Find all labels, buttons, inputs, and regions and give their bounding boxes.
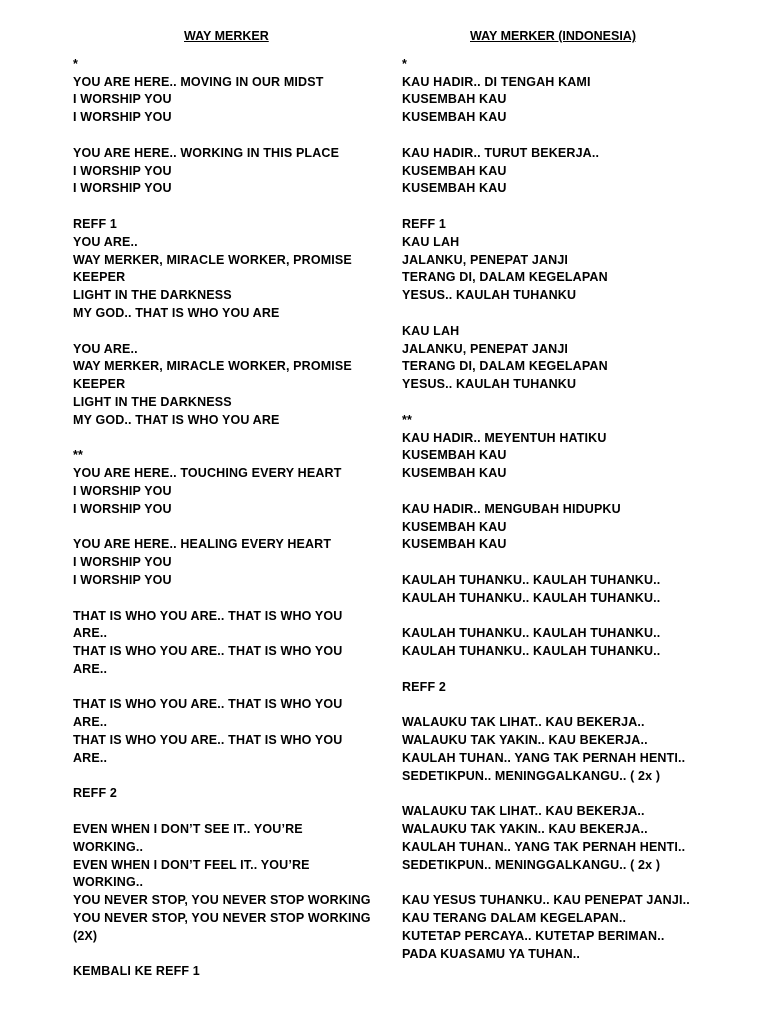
lyric-line: ARE.. xyxy=(73,626,108,641)
lyric-line xyxy=(402,394,702,412)
lyric-line: KEEPER xyxy=(73,270,126,285)
lyric-line: I WORSHIP YOU xyxy=(73,163,172,178)
lyric-line: SEDETIKPUN.. MENINGGALKANGU.. ( 2x ) xyxy=(402,857,661,872)
lyric-line: KAULAH TUHANKU.. KAULAH TUHANKU.. xyxy=(402,644,661,659)
lyric-line: YOU ARE HERE.. HEALING EVERY HEART xyxy=(73,537,332,552)
lyric-line: EVEN WHEN I DON’T SEE IT.. YOU’RE xyxy=(73,822,303,837)
lyric-line: WAY MERKER, MIRACLE WORKER, PROMISE xyxy=(73,359,352,374)
lyric-line: KUSEMBAH KAU xyxy=(402,537,507,552)
lyric-line: WALAUKU TAK YAKIN.. KAU BEKERJA.. xyxy=(402,822,648,837)
lyric-line xyxy=(73,803,381,821)
lyric-line: YOU ARE.. xyxy=(73,341,138,356)
lyric-line: (2X) xyxy=(73,928,98,943)
lyric-line: ARE.. xyxy=(73,715,108,730)
lyric-line: KAULAH TUHANKU.. KAULAH TUHANKU.. xyxy=(402,590,661,605)
lyric-line xyxy=(73,679,381,697)
lyric-line: REFF 2 xyxy=(402,679,446,694)
english-lyrics-lines xyxy=(73,56,381,981)
lyric-line xyxy=(73,323,381,341)
lyric-line xyxy=(402,198,702,216)
lyric-line: YOU NEVER STOP, YOU NEVER STOP WORKING xyxy=(73,911,371,926)
lyric-line: SEDETIKPUN.. MENINGGALKANGU.. ( 2x ) xyxy=(402,768,661,783)
lyric-line: KUSEMBAH KAU xyxy=(402,110,507,125)
lyric-line: WALAUKU TAK LIHAT.. KAU BEKERJA.. xyxy=(402,715,645,730)
lyric-line xyxy=(402,874,702,892)
lyric-line: MY GOD.. THAT IS WHO YOU ARE xyxy=(73,412,280,427)
lyric-line xyxy=(402,483,702,501)
lyric-line: KAU HADIR.. MENGUBAH HIDUPKU xyxy=(402,501,621,516)
lyric-line: ARE.. xyxy=(73,661,108,676)
lyric-line xyxy=(402,554,702,572)
lyric-line: THAT IS WHO YOU ARE.. THAT IS WHO YOU xyxy=(73,608,343,623)
lyric-line: EVEN WHEN I DON’T FEEL IT.. YOU’RE xyxy=(73,857,310,872)
lyric-line: TERANG DI, DALAM KEGELAPAN xyxy=(402,359,608,374)
lyric-line: KAU HADIR.. DI TENGAH KAMI xyxy=(402,74,591,89)
lyric-line: I WORSHIP YOU xyxy=(73,501,172,516)
lyric-line xyxy=(402,696,702,714)
lyric-line: I WORSHIP YOU xyxy=(73,572,172,587)
indonesian-lyrics-column xyxy=(402,28,702,963)
english-column-title: WAY MERKER xyxy=(184,29,269,43)
lyric-line: I WORSHIP YOU xyxy=(73,555,172,570)
lyric-line: WALAUKU TAK LIHAT.. KAU BEKERJA.. xyxy=(402,804,645,819)
lyric-line: I WORSHIP YOU xyxy=(73,181,172,196)
lyric-line: KAU YESUS TUHANKU.. KAU PENEPAT JANJI.. xyxy=(402,893,690,908)
indonesian-lyrics-lines xyxy=(402,56,702,964)
lyric-line: LIGHT IN THE DARKNESS xyxy=(73,394,232,409)
lyric-line: KAU LAH xyxy=(402,234,460,249)
lyric-line: KAU HADIR.. TURUT BEKERJA.. xyxy=(402,145,600,160)
lyric-line: YOU ARE HERE.. WORKING IN THIS PLACE xyxy=(73,145,340,160)
lyric-line: KUSEMBAH KAU xyxy=(402,181,507,196)
lyric-line: JALANKU, PENEPAT JANJI xyxy=(402,341,569,356)
lyric-line: I WORSHIP YOU xyxy=(73,110,172,125)
lyric-line: YOU ARE HERE.. MOVING IN OUR MIDST xyxy=(73,74,324,89)
lyric-line: KUSEMBAH KAU xyxy=(402,466,507,481)
lyric-line: KAU HADIR.. MEYENTUH HATIKU xyxy=(402,430,607,445)
lyric-line xyxy=(402,305,702,323)
lyric-line: WORKING.. xyxy=(73,875,144,890)
lyric-line: YOU ARE HERE.. TOUCHING EVERY HEART xyxy=(73,466,342,481)
lyric-line: YESUS.. KAULAH TUHANKU xyxy=(402,288,577,303)
lyric-line: * xyxy=(73,56,79,71)
lyric-line: ** xyxy=(73,448,84,463)
lyric-line: YOU NEVER STOP, YOU NEVER STOP WORKING xyxy=(73,893,371,908)
lyric-line: PADA KUASAMU YA TUHAN.. xyxy=(402,946,580,961)
lyric-line: MY GOD.. THAT IS WHO YOU ARE xyxy=(73,305,280,320)
lyric-line: KUSEMBAH KAU xyxy=(402,92,507,107)
lyric-line xyxy=(73,430,381,448)
lyric-line: KAULAH TUHANKU.. KAULAH TUHANKU.. xyxy=(402,572,661,587)
lyric-line: KEMBALI KE REFF 1 xyxy=(73,964,200,979)
lyric-line: KUSEMBAH KAU xyxy=(402,163,507,178)
lyric-line xyxy=(402,785,702,803)
lyric-line: REFF 2 xyxy=(73,786,117,801)
lyric-line: KEEPER xyxy=(73,377,126,392)
lyric-line: I WORSHIP YOU xyxy=(73,483,172,498)
lyric-line: THAT IS WHO YOU ARE.. THAT IS WHO YOU xyxy=(73,697,343,712)
lyric-line: WALAUKU TAK YAKIN.. KAU BEKERJA.. xyxy=(402,733,648,748)
lyric-line: WAY MERKER, MIRACLE WORKER, PROMISE xyxy=(73,252,352,267)
lyric-line: TERANG DI, DALAM KEGELAPAN xyxy=(402,270,608,285)
lyric-line xyxy=(73,768,381,786)
lyric-line: THAT IS WHO YOU ARE.. THAT IS WHO YOU xyxy=(73,644,343,659)
lyric-line: LIGHT IN THE DARKNESS xyxy=(73,288,232,303)
lyric-line: * xyxy=(402,56,408,71)
lyric-line xyxy=(73,590,381,608)
lyric-line: YESUS.. KAULAH TUHANKU xyxy=(402,377,577,392)
lyric-line: KAULAH TUHANKU.. KAULAH TUHANKU.. xyxy=(402,626,661,641)
lyric-line xyxy=(402,127,702,145)
lyric-line: THAT IS WHO YOU ARE.. THAT IS WHO YOU xyxy=(73,733,343,748)
english-lyrics-column xyxy=(73,28,381,981)
lyric-line: KAU LAH xyxy=(402,323,460,338)
lyric-line xyxy=(402,661,702,679)
lyric-line: JALANKU, PENEPAT JANJI xyxy=(402,252,569,267)
lyric-line: KAU TERANG DALAM KEGELAPAN.. xyxy=(402,911,627,926)
lyric-line: KUTETAP PERCAYA.. KUTETAP BERIMAN.. xyxy=(402,928,665,943)
lyric-line xyxy=(73,946,381,964)
lyric-line: KAULAH TUHAN.. YANG TAK PERNAH HENTI.. xyxy=(402,839,686,854)
lyric-line: I WORSHIP YOU xyxy=(73,92,172,107)
lyric-line: WORKING.. xyxy=(73,839,144,854)
lyric-line: YOU ARE.. xyxy=(73,234,138,249)
lyric-line: ** xyxy=(402,412,413,427)
lyric-line xyxy=(73,519,381,537)
indonesian-column-title: WAY MERKER (INDONESIA) xyxy=(470,29,636,43)
lyric-line: ARE.. xyxy=(73,750,108,765)
lyric-line: KUSEMBAH KAU xyxy=(402,448,507,463)
lyric-line xyxy=(73,198,381,216)
lyric-line: REFF 1 xyxy=(402,216,446,231)
lyric-line: REFF 1 xyxy=(73,216,117,231)
lyric-line: KAULAH TUHAN.. YANG TAK PERNAH HENTI.. xyxy=(402,750,686,765)
lyric-line: KUSEMBAH KAU xyxy=(402,519,507,534)
lyric-line xyxy=(73,127,381,145)
lyric-line xyxy=(402,608,702,626)
